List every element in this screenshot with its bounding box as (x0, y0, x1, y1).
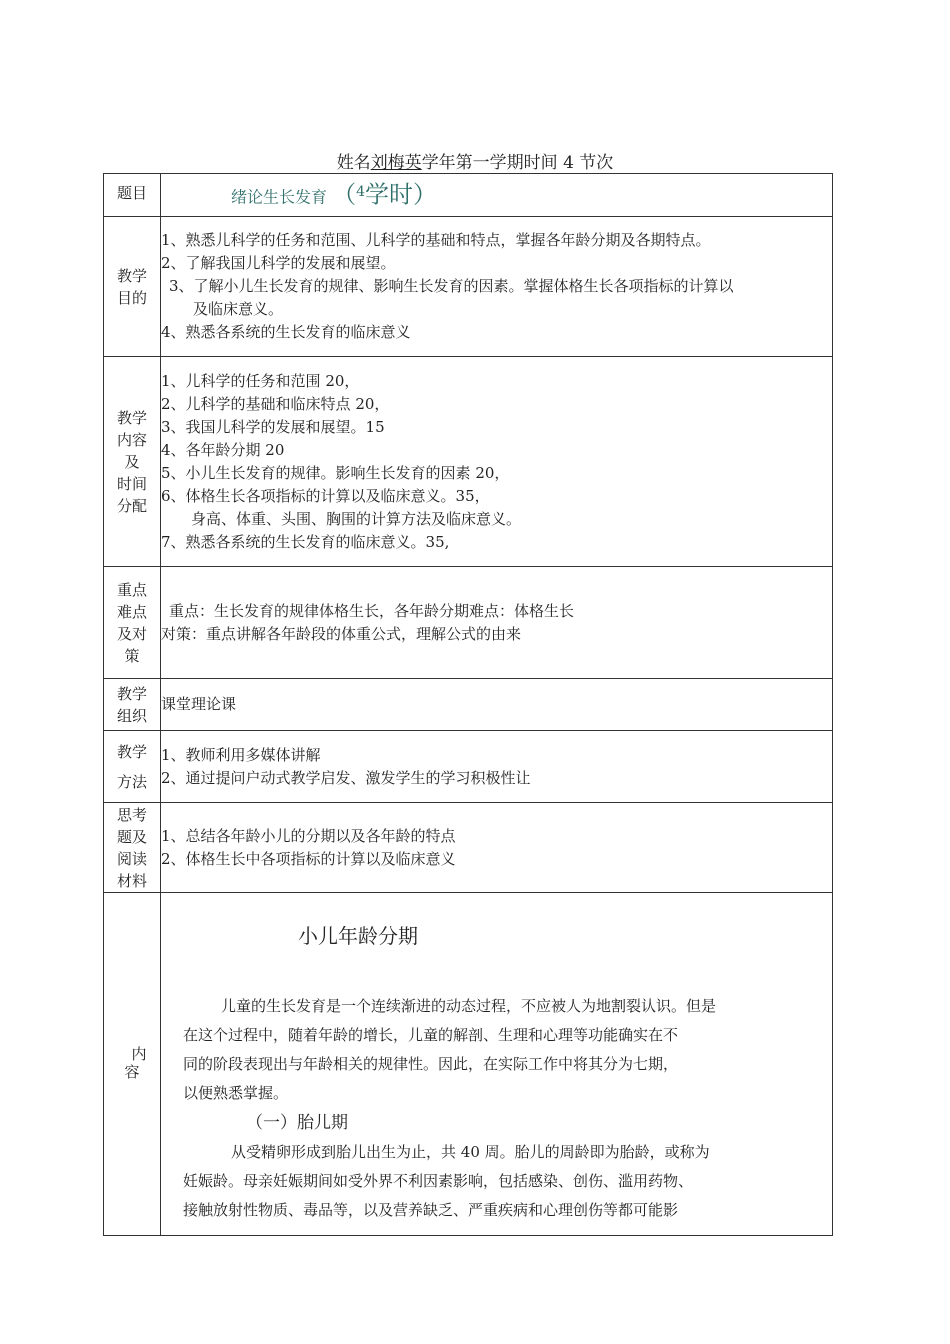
row-content (104, 893, 833, 1236)
paragraph-1 (161, 992, 832, 1108)
hours-text: 学时） (365, 180, 438, 209)
label-line: 时间 (116, 474, 147, 493)
list-item: 6、体格生长各项指标的计算以及临床意义。35， (161, 486, 490, 505)
list-item: 1、熟悉儿科学的任务和范围、儿科学的基础和特点，掌握各年龄分期及各期特点。 (161, 231, 711, 249)
content-cell (161, 893, 833, 1236)
label-topic: 题目 (104, 174, 161, 217)
topic-text: 绪论生长发育 (231, 187, 328, 207)
hours-number: 4 (356, 184, 366, 201)
list-item: 4、各年龄分期 20 (161, 440, 285, 459)
list-item: 1、儿科学的任务和范围 20， (161, 371, 360, 390)
topic-cell (161, 174, 833, 217)
label-line: 方法 (116, 772, 147, 791)
label-line: 题及 (116, 827, 147, 846)
header-prefix: 姓名 (336, 153, 371, 173)
row-organization (104, 679, 833, 731)
label-line: 内 (131, 1045, 147, 1063)
label-line: 材料 (116, 871, 147, 890)
label-line: 容 (124, 1063, 140, 1081)
label-line: 重点 (116, 580, 147, 599)
label-line: 思考 (116, 805, 147, 824)
organization-text: 课堂理论课 (161, 695, 237, 713)
label-methods (104, 731, 161, 803)
list-item: 2、体格生长中各项指标的计算以及临床意义 (161, 849, 456, 868)
label-line: 组织 (116, 706, 147, 725)
organization-cell (161, 679, 833, 731)
label-line: 教学 (116, 266, 147, 285)
paragraph-line: 同的阶段表现出与年龄相关的规律性。因此，在实际工作中将其分为七期， (183, 1055, 679, 1073)
list-item: 对策：重点讲解各年龄段的体重公式，理解公式的由来 (161, 624, 522, 643)
list-item: 2、儿科学的基础和临床特点 20， (161, 394, 390, 413)
row-key-points (104, 567, 833, 679)
list-item: 3、了解小儿生长发育的规律、影响生长发育的因素。掌握体格生长各项指标的计算以 (169, 277, 734, 295)
row-objectives (104, 217, 833, 357)
content-title: 小儿年龄分期 (298, 924, 418, 948)
label-line: 及 (124, 452, 140, 471)
label-line: 分配 (116, 496, 147, 515)
label-questions (104, 803, 161, 893)
label-line: 难点 (116, 602, 147, 621)
label-organization (104, 679, 161, 731)
content-time-cell (161, 357, 833, 567)
label-content (104, 893, 161, 1236)
list-item: 4、熟悉各系统的生长发育的临床意义 (161, 323, 411, 341)
label-line: 教学 (116, 742, 147, 761)
label-line: 策 (124, 646, 140, 665)
questions-cell (161, 803, 833, 893)
list-item: 5、小儿生长发育的规律。影响生长发育的因素 20， (161, 463, 510, 482)
paragraph-line: 在这个过程中，随着年龄的增长，儿童的解剖、生理和心理等功能确实在不 (183, 1026, 679, 1044)
hours-open: （ (332, 180, 357, 209)
lesson-plan-table (103, 173, 833, 1236)
paragraph-line: 儿童的生长发育是一个连续渐进的动态过程，不应被人为地割裂认识。但是 (221, 997, 717, 1015)
section-heading: （一）胎儿期 (246, 1113, 348, 1133)
list-item: 3、我国儿科学的发展和展望。15 (161, 417, 385, 436)
key-points-cell (161, 567, 833, 679)
row-content-time (104, 357, 833, 567)
teacher-name: 刘梅英 (370, 153, 422, 173)
label-line: 内容 (116, 430, 147, 449)
methods-cell (161, 731, 833, 803)
list-item: 1、教师利用多媒体讲解 (161, 745, 321, 764)
label-content-time (104, 357, 161, 567)
objectives-cell (161, 217, 833, 357)
list-item: 重点：生长发育的规律体格生长，各年龄分期难点：体格生长 (169, 601, 575, 620)
list-item: 1、总结各年龄小儿的分期以及各年龄的特点 (161, 826, 456, 845)
list-item: 身高、体重、头围、胸围的计算方法及临床意义。 (191, 509, 522, 528)
list-item: 2、通过提问户动式教学启发、激发学生的学习积极性让 (161, 768, 531, 787)
paragraph-line: 妊娠龄。母亲妊娠期间如受外界不利因素影响，包括感染、创伤、滥用药物、 (183, 1172, 694, 1190)
row-methods (104, 731, 833, 803)
header-suffix: 学年第一学期时间 4 节次 (421, 153, 614, 173)
topic-title (161, 181, 832, 208)
list-item: 2、了解我国儿科学的发展和展望。 (161, 254, 396, 272)
label-line: 阅读 (116, 849, 147, 868)
paragraph-2 (161, 1138, 832, 1225)
document-header (0, 148, 950, 173)
label-key-points (104, 567, 161, 679)
list-item: 及临床意义。 (193, 300, 284, 318)
paragraph-line: 以便熟悉掌握。 (183, 1084, 289, 1102)
label-line: 教学 (116, 408, 147, 427)
label-line: 教学 (116, 684, 147, 703)
row-questions (104, 803, 833, 893)
paragraph-line: 从受精卵形成到胎儿出生为止，共 40 周。胎儿的周龄即为胎龄，或称为 (231, 1143, 710, 1161)
row-topic (104, 174, 833, 217)
paragraph-line: 接触放射性物质、毒品等，以及营养缺乏、严重疾病和心理创伤等都可能影 (183, 1201, 679, 1219)
list-item: 7、熟悉各系统的生长发育的临床意义。35, (161, 532, 450, 551)
label-line: 及对 (116, 624, 147, 643)
label-objectives (104, 217, 161, 357)
label-line: 目的 (116, 288, 147, 307)
